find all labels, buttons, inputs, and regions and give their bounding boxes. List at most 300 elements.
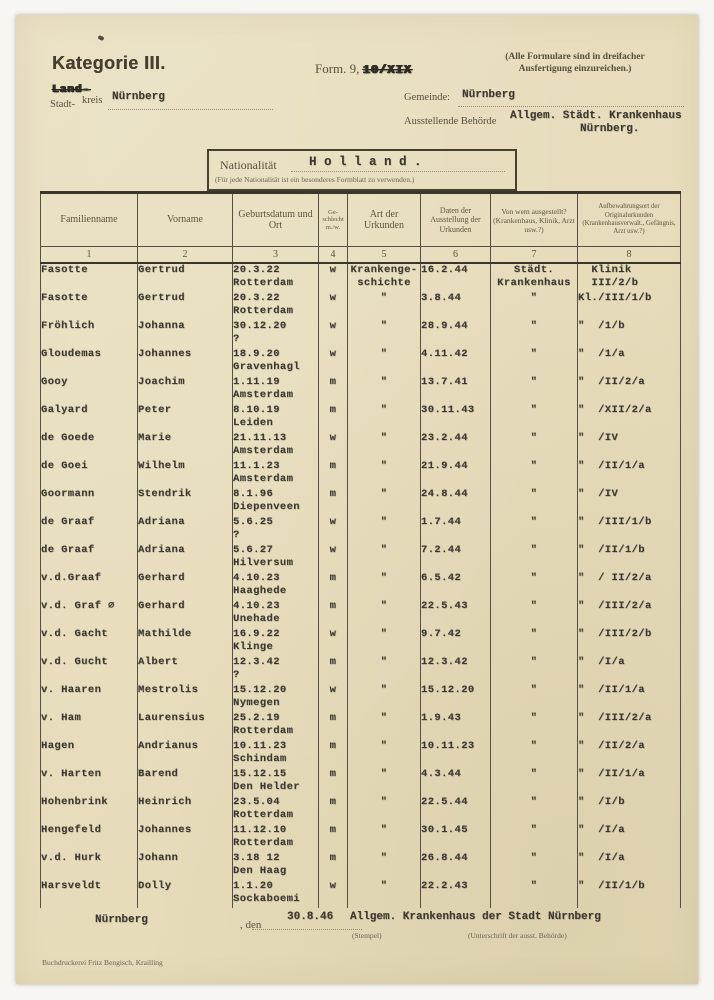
cell-geburtsdatum-ort — [233, 768, 319, 796]
col-header-daten: Daten der Ausstellung der Urkunden — [421, 193, 491, 247]
auf-line1: " /III/1/b — [578, 516, 652, 528]
von-line1: " — [530, 684, 538, 696]
gemeinde-underline — [458, 106, 684, 107]
art-line1: " — [380, 488, 388, 500]
cell-ausstellungsdatum: 12.3.42 — [421, 656, 491, 684]
birth-place: Schindam — [233, 753, 287, 765]
birth-date: 18.9.20 — [233, 348, 280, 360]
cell-familienname: Gloudemas — [41, 348, 138, 376]
birth-place: Rotterdam — [233, 725, 294, 737]
cell-familienname: v.d. Hurk — [41, 852, 138, 880]
cell-vorname: Johannes — [138, 824, 233, 852]
col-header-familienname: Familienname — [41, 193, 138, 247]
cell-von-wem-ausgestellt — [491, 712, 578, 740]
birth-place: Den Haag — [233, 865, 287, 877]
art-line1: " — [380, 320, 388, 332]
table-row — [41, 292, 681, 320]
cell-von-wem-ausgestellt — [491, 376, 578, 404]
cell-familienname: de Goede — [41, 432, 138, 460]
cell-von-wem-ausgestellt — [491, 768, 578, 796]
birth-date: 5.6.25 — [233, 516, 274, 528]
art-line1: " — [380, 796, 388, 808]
table-row — [41, 628, 681, 656]
nationality-value: H o l l a n d . — [309, 155, 422, 169]
cell-geburtsdatum-ort — [233, 852, 319, 880]
cell-ausstellungsdatum: 4.11.42 — [421, 348, 491, 376]
cell-art-der-urkunden — [348, 544, 421, 572]
kreis-underline — [108, 109, 273, 110]
cell-familienname: Goormann — [41, 488, 138, 516]
von-line1: " — [530, 880, 538, 892]
von-line1: " — [530, 768, 538, 780]
auf-line1: " /II/2/a — [578, 376, 646, 388]
cell-aufbewahrungsort — [578, 263, 681, 292]
cell-geburtsdatum-ort — [233, 656, 319, 684]
birth-place: Unehade — [233, 613, 280, 625]
cell-geschlecht: m — [319, 376, 348, 404]
cell-von-wem-ausgestellt — [491, 348, 578, 376]
birth-date: 20.3.22 — [233, 264, 280, 276]
cell-geschlecht: m — [319, 712, 348, 740]
birth-date: 11.1.23 — [233, 460, 280, 472]
cell-familienname: de Graaf — [41, 544, 138, 572]
cell-von-wem-ausgestellt — [491, 656, 578, 684]
art-line1: Krankenge- — [350, 264, 418, 276]
auf-line1: " /II/2/a — [578, 740, 646, 752]
art-line1: " — [380, 432, 388, 444]
auf-line1: " /I/a — [578, 852, 625, 864]
birth-date: 8.1.96 — [233, 488, 274, 500]
birth-date: 23.5.04 — [233, 796, 280, 808]
cell-geschlecht: m — [319, 852, 348, 880]
cell-vorname: Albert — [138, 656, 233, 684]
cell-aufbewahrungsort — [578, 488, 681, 516]
art-line1: " — [380, 684, 388, 696]
von-line1: " — [530, 320, 538, 332]
nationality-label: Nationalität — [220, 158, 277, 172]
von-line1: " — [530, 656, 538, 668]
birth-date: 3.18 12 — [233, 852, 280, 864]
birth-place: Rotterdam — [233, 305, 294, 317]
auf-line1: " /1/b — [578, 320, 625, 332]
behoerde-value-line1: Allgem. Städt. Krankenhaus — [510, 110, 682, 122]
cell-ausstellungsdatum: 9.7.42 — [421, 628, 491, 656]
auf-line1: Kl./III/1/b — [578, 292, 652, 304]
von-line1: " — [530, 348, 538, 360]
table-row — [41, 348, 681, 376]
col-header-geburtsdatum: Geburtsdatum und Ort — [233, 193, 319, 247]
table-row — [41, 796, 681, 824]
cell-geburtsdatum-ort — [233, 292, 319, 320]
signature-label: (Unterschrift der ausst. Behörde) — [468, 931, 567, 940]
cell-ausstellungsdatum: 3.8.44 — [421, 292, 491, 320]
cell-vorname: Heinrich — [138, 796, 233, 824]
birth-date: 15.12.20 — [233, 684, 287, 696]
von-line1: " — [530, 824, 538, 836]
cell-geburtsdatum-ort — [233, 628, 319, 656]
cell-vorname: Stendrik — [138, 488, 233, 516]
cell-von-wem-ausgestellt — [491, 852, 578, 880]
cell-von-wem-ausgestellt — [491, 740, 578, 768]
cell-ausstellungsdatum: 22.5.44 — [421, 796, 491, 824]
cell-vorname: Gertrud — [138, 292, 233, 320]
cell-ausstellungsdatum: 23.2.44 — [421, 432, 491, 460]
table-row — [41, 600, 681, 628]
stadt-label: Stadt- — [50, 99, 76, 110]
birth-place: Rotterdam — [233, 837, 294, 849]
birth-place: Sockaboemi — [233, 893, 301, 905]
birth-date: 4.10.23 — [233, 572, 280, 584]
birth-place: Amsterdam — [233, 389, 294, 401]
footer-city: Nürnberg — [95, 914, 148, 926]
col-number: 8 — [578, 247, 681, 264]
cell-ausstellungsdatum: 7.2.44 — [421, 544, 491, 572]
col-number: 6 — [421, 247, 491, 264]
cell-art-der-urkunden — [348, 768, 421, 796]
art-line1: " — [380, 656, 388, 668]
cell-aufbewahrungsort — [578, 740, 681, 768]
cell-geburtsdatum-ort — [233, 320, 319, 348]
cell-von-wem-ausgestellt — [491, 572, 578, 600]
cell-art-der-urkunden — [348, 516, 421, 544]
cell-von-wem-ausgestellt — [491, 600, 578, 628]
printer-imprint: Buchdruckerei Fritz Bengisch, Krailling — [42, 958, 163, 967]
table-row — [41, 320, 681, 348]
cell-von-wem-ausgestellt — [491, 432, 578, 460]
cell-ausstellungsdatum: 10.11.23 — [421, 740, 491, 768]
page-title: Kategorie III. — [52, 53, 166, 73]
birth-place: ? — [233, 529, 240, 541]
cell-geburtsdatum-ort — [233, 516, 319, 544]
cell-ausstellungsdatum: 24.8.44 — [421, 488, 491, 516]
col-number: 4 — [319, 247, 348, 264]
cell-geschlecht: m — [319, 404, 348, 432]
auf-line1: " /I/b — [578, 796, 625, 808]
cell-von-wem-ausgestellt — [491, 544, 578, 572]
cell-geburtsdatum-ort — [233, 432, 319, 460]
col-header-aufbewahrung: Aufbewahrungsort der Originalurkunden (Krankenhausverwalt., Gefängnis, Arzt usw.?) — [578, 193, 681, 247]
cell-geschlecht: w — [319, 516, 348, 544]
col-number: 5 — [348, 247, 421, 264]
auf-line1: " /II/1/a — [578, 768, 646, 780]
nationality-note: (Für jede Nationalität ist ein besonderes Formblatt zu verwenden.) — [215, 175, 415, 184]
cell-geburtsdatum-ort — [233, 460, 319, 488]
birth-date: 20.3.22 — [233, 292, 280, 304]
cell-vorname: Laurensius — [138, 712, 233, 740]
birth-date: 25.2.19 — [233, 712, 280, 724]
cell-art-der-urkunden — [348, 320, 421, 348]
cell-ausstellungsdatum: 22.5.43 — [421, 600, 491, 628]
cell-geburtsdatum-ort — [233, 404, 319, 432]
von-line1: " — [530, 600, 538, 612]
table-row — [41, 572, 681, 600]
art-line1: " — [380, 712, 388, 724]
cell-familienname: Fasotte — [41, 292, 138, 320]
birth-date: 15.12.15 — [233, 768, 287, 780]
cell-geburtsdatum-ort — [233, 740, 319, 768]
von-line1: " — [530, 740, 538, 752]
cell-von-wem-ausgestellt — [491, 684, 578, 712]
cell-vorname: Dolly — [138, 880, 233, 908]
von-line1: " — [530, 544, 538, 556]
von-line1: " — [530, 292, 538, 304]
auf-line1: " /III/2/a — [578, 600, 652, 612]
table-row — [41, 404, 681, 432]
birth-place: Amsterdam — [233, 473, 294, 485]
col-number: 1 — [41, 247, 138, 264]
cell-art-der-urkunden — [348, 488, 421, 516]
table-row — [41, 263, 681, 292]
table-row — [41, 852, 681, 880]
cell-geschlecht: m — [319, 768, 348, 796]
art-line1: " — [380, 404, 388, 416]
table-row — [41, 768, 681, 796]
auf-line1: " /III/2/b — [578, 628, 652, 640]
birth-date: 12.3.42 — [233, 656, 280, 668]
von-line2: Krankenhaus — [497, 277, 571, 289]
cell-familienname: v. Harten — [41, 768, 138, 796]
art-line1: " — [380, 572, 388, 584]
behoerde-value-line2: Nürnberg. — [580, 123, 640, 135]
cell-geburtsdatum-ort — [233, 376, 319, 404]
von-line1: " — [530, 628, 538, 640]
cell-ausstellungsdatum: 1.7.44 — [421, 516, 491, 544]
auf-line1: " /II/1/b — [578, 544, 646, 556]
von-line1: " — [530, 404, 538, 416]
records-body — [41, 263, 681, 908]
cell-ausstellungsdatum: 1.9.43 — [421, 712, 491, 740]
cell-familienname: Galyard — [41, 404, 138, 432]
art-line1: " — [380, 516, 388, 528]
birth-place: Rotterdam — [233, 277, 294, 289]
art-line2: schichte — [357, 277, 411, 289]
cell-vorname: Joachim — [138, 376, 233, 404]
cell-ausstellungsdatum: 30.1.45 — [421, 824, 491, 852]
col-header-von-wem: Von wem ausgestellt? (Krankenhaus, Klinik, Arzt usw.?) — [491, 193, 578, 247]
table-row — [41, 656, 681, 684]
auf-line1: " /I/a — [578, 656, 625, 668]
cell-ausstellungsdatum: 4.3.44 — [421, 768, 491, 796]
col-header-vorname: Vorname — [138, 193, 233, 247]
table-header-row — [41, 193, 681, 247]
col-header-art: Art der Urkunden — [348, 193, 421, 247]
birth-date: 4.10.23 — [233, 600, 280, 612]
cell-art-der-urkunden — [348, 263, 421, 292]
date-underline — [252, 929, 362, 930]
birth-place: ? — [233, 669, 240, 681]
cell-geschlecht: w — [319, 292, 348, 320]
cell-von-wem-ausgestellt — [491, 460, 578, 488]
birth-date: 5.6.27 — [233, 544, 274, 556]
von-line1: " — [530, 572, 538, 584]
cell-art-der-urkunden — [348, 432, 421, 460]
cell-geburtsdatum-ort — [233, 544, 319, 572]
cell-geschlecht: m — [319, 600, 348, 628]
birth-place: Rotterdam — [233, 809, 294, 821]
cell-ausstellungsdatum: 22.2.43 — [421, 880, 491, 908]
cell-geschlecht: w — [319, 348, 348, 376]
form-number-struck: 10/XIX — [362, 63, 412, 77]
table-row — [41, 684, 681, 712]
birth-date: 10.11.23 — [233, 740, 287, 752]
cell-art-der-urkunden — [348, 572, 421, 600]
cell-aufbewahrungsort — [578, 628, 681, 656]
cell-geschlecht: w — [319, 544, 348, 572]
copies-notice-line1: (Alle Formulare sind in dreifacher — [505, 52, 645, 62]
cell-von-wem-ausgestellt — [491, 263, 578, 292]
cell-vorname: Barend — [138, 768, 233, 796]
cell-vorname: Wilhelm — [138, 460, 233, 488]
cell-geburtsdatum-ort — [233, 880, 319, 908]
art-line1: " — [380, 852, 388, 864]
cell-geschlecht: m — [319, 824, 348, 852]
behoerde-label: Ausstellende Behörde — [404, 116, 497, 127]
cell-art-der-urkunden — [348, 880, 421, 908]
copies-notice-line2: Ausfertigung einzureichen.) — [518, 64, 632, 74]
cell-vorname: Gertrud — [138, 263, 233, 292]
von-line1: " — [530, 796, 538, 808]
cell-von-wem-ausgestellt — [491, 796, 578, 824]
cell-geschlecht: w — [319, 320, 348, 348]
auf-line1: " /II/1/a — [578, 684, 646, 696]
table-row — [41, 824, 681, 852]
cell-familienname: v. Ham — [41, 712, 138, 740]
form-number — [315, 61, 412, 77]
auf-line1: " /II/1/b — [578, 880, 646, 892]
gemeinde-value: Nürnberg — [462, 89, 515, 101]
cell-vorname: Andrianus — [138, 740, 233, 768]
cell-vorname: Adriana — [138, 516, 233, 544]
cell-art-der-urkunden — [348, 740, 421, 768]
cell-familienname: v.d.Graaf — [41, 572, 138, 600]
cell-von-wem-ausgestellt — [491, 628, 578, 656]
cell-art-der-urkunden — [348, 656, 421, 684]
cell-aufbewahrungsort — [578, 880, 681, 908]
von-line1: " — [530, 712, 538, 724]
birth-place: Klinge — [233, 641, 274, 653]
cell-geschlecht: m — [319, 488, 348, 516]
von-line1: " — [530, 460, 538, 472]
art-line1: " — [380, 768, 388, 780]
stempel-label: (Stempel) — [352, 931, 382, 940]
cell-ausstellungsdatum: 15.12.20 — [421, 684, 491, 712]
kreis-label: kreis — [82, 95, 103, 106]
gemeinde-label: Gemeinde: — [404, 92, 451, 103]
auf-line1: " /IV — [578, 488, 619, 500]
ink-speck — [97, 35, 104, 41]
cell-von-wem-ausgestellt — [491, 488, 578, 516]
von-line1: " — [530, 852, 538, 864]
cell-art-der-urkunden — [348, 824, 421, 852]
cell-geschlecht: m — [319, 656, 348, 684]
cell-vorname: Mathilde — [138, 628, 233, 656]
cell-vorname: Johann — [138, 852, 233, 880]
cell-ausstellungsdatum: 6.5.42 — [421, 572, 491, 600]
cell-familienname: Fröhlich — [41, 320, 138, 348]
von-line1: " — [530, 488, 538, 500]
cell-ausstellungsdatum: 21.9.44 — [421, 460, 491, 488]
cell-aufbewahrungsort — [578, 516, 681, 544]
table-row — [41, 460, 681, 488]
art-line1: " — [380, 292, 388, 304]
cell-familienname: de Graaf — [41, 516, 138, 544]
cell-aufbewahrungsort — [578, 348, 681, 376]
cell-aufbewahrungsort — [578, 404, 681, 432]
cell-geschlecht: w — [319, 880, 348, 908]
cell-art-der-urkunden — [348, 460, 421, 488]
cell-aufbewahrungsort — [578, 432, 681, 460]
cell-aufbewahrungsort — [578, 712, 681, 740]
cell-art-der-urkunden — [348, 404, 421, 432]
birth-date: 11.12.10 — [233, 824, 287, 836]
cell-art-der-urkunden — [348, 292, 421, 320]
cell-familienname: Hohenbrink — [41, 796, 138, 824]
cell-vorname: Johannes — [138, 348, 233, 376]
cell-familienname: Hagen — [41, 740, 138, 768]
cell-geburtsdatum-ort — [233, 348, 319, 376]
art-line1: " — [380, 824, 388, 836]
cell-aufbewahrungsort — [578, 768, 681, 796]
cell-vorname: Johanna — [138, 320, 233, 348]
birth-place: ? — [233, 333, 240, 345]
cell-familienname: v.d. Gucht — [41, 656, 138, 684]
cell-aufbewahrungsort — [578, 796, 681, 824]
cell-ausstellungsdatum: 16.2.44 — [421, 263, 491, 292]
cell-vorname: Gerhard — [138, 572, 233, 600]
cell-aufbewahrungsort — [578, 572, 681, 600]
cell-geburtsdatum-ort — [233, 796, 319, 824]
cell-familienname: de Goei — [41, 460, 138, 488]
cell-art-der-urkunden — [348, 348, 421, 376]
cell-geschlecht: m — [319, 572, 348, 600]
cell-art-der-urkunden — [348, 600, 421, 628]
cell-familienname: v.d. Graf ∅ — [41, 600, 138, 628]
auf-line2: III/2/b — [578, 277, 639, 289]
cell-art-der-urkunden — [348, 712, 421, 740]
col-number: 3 — [233, 247, 319, 264]
kreis-value: Nürnberg — [112, 91, 165, 103]
cell-familienname: Fasotte — [41, 263, 138, 292]
struck-land-word: Land- — [52, 84, 91, 96]
von-line1: " — [530, 432, 538, 444]
cell-ausstellungsdatum: 28.9.44 — [421, 320, 491, 348]
birth-date: 8.10.19 — [233, 404, 280, 416]
cell-geburtsdatum-ort — [233, 600, 319, 628]
birth-place: Amsterdam — [233, 445, 294, 457]
birth-place: Den Helder — [233, 781, 301, 793]
von-line1: " — [530, 516, 538, 528]
table-row — [41, 488, 681, 516]
cell-art-der-urkunden — [348, 684, 421, 712]
cell-aufbewahrungsort — [578, 824, 681, 852]
cell-geschlecht: w — [319, 432, 348, 460]
cell-geschlecht: w — [319, 684, 348, 712]
cell-von-wem-ausgestellt — [491, 404, 578, 432]
cell-vorname: Adriana — [138, 544, 233, 572]
cell-art-der-urkunden — [348, 852, 421, 880]
form-number-prefix: Form. 9, — [315, 61, 360, 76]
col-number: 2 — [138, 247, 233, 264]
cell-vorname: Peter — [138, 404, 233, 432]
auf-line1: " /I/a — [578, 824, 625, 836]
cell-aufbewahrungsort — [578, 684, 681, 712]
cell-ausstellungsdatum: 26.8.44 — [421, 852, 491, 880]
cell-geschlecht: m — [319, 740, 348, 768]
auf-line1: " /1/a — [578, 348, 625, 360]
birth-place: Leiden — [233, 417, 274, 429]
nationality-box — [207, 149, 517, 191]
cell-aufbewahrungsort — [578, 600, 681, 628]
